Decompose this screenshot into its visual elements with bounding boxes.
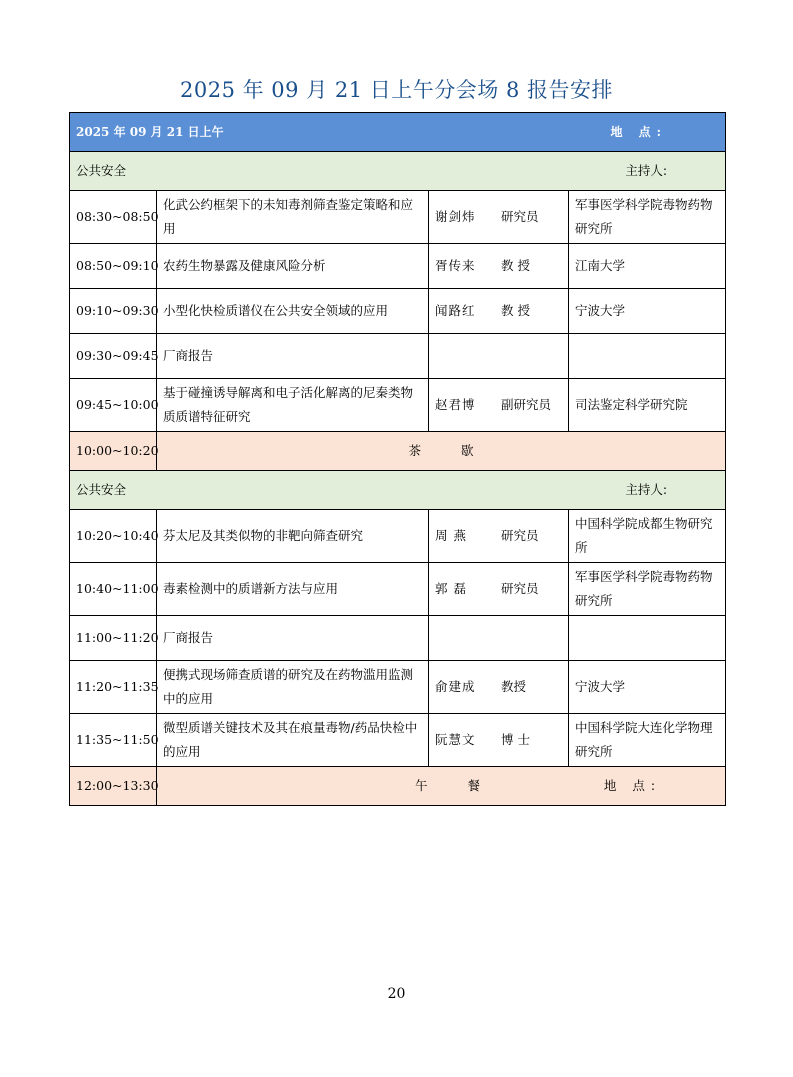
- speaker-institution: 中国科学院成都生物研究所: [569, 510, 726, 563]
- table-row: [70, 616, 726, 661]
- talk-topic: 化武公约框架下的未知毒剂筛查鉴定策略和应用: [157, 191, 429, 244]
- speaker-institution: 宁波大学: [569, 661, 726, 714]
- speaker-position: 研究员: [501, 209, 539, 224]
- speaker-position: 博 士: [501, 732, 530, 747]
- speaker-name: 郭 磊: [435, 581, 467, 596]
- speaker-position: 研究员: [501, 581, 539, 596]
- talk-topic: 厂商报告: [157, 616, 429, 661]
- header-location-label: 地 点:: [610, 125, 668, 139]
- table-row: [70, 379, 726, 432]
- speaker-institution: 宁波大学: [569, 289, 726, 334]
- talk-topic: 小型化快检质谱仪在公共安全领域的应用: [157, 289, 429, 334]
- talk-time: 08:50~09:10: [70, 244, 157, 289]
- tea-break-time: 10:00~10:20: [70, 432, 157, 471]
- speaker-position: 副研究员: [501, 397, 552, 412]
- header-date: 2025 年 09 月 21 日上午: [76, 125, 224, 139]
- speaker-position: 教 授: [501, 303, 530, 318]
- tea-break-row: [70, 432, 726, 471]
- page-number: 20: [387, 986, 406, 1002]
- speaker-institution: [569, 334, 726, 379]
- section-name: 公共安全: [76, 163, 127, 178]
- talk-topic: 农药生物暴露及健康风险分析: [157, 244, 429, 289]
- table-header-row: [70, 113, 726, 152]
- speaker-name: 谢剑炜: [435, 209, 476, 224]
- table-row: [70, 563, 726, 616]
- speaker-name: 阮慧文: [435, 732, 476, 747]
- speaker-institution: 军事医学科学院毒物药物研究所: [569, 563, 726, 616]
- table-row: [70, 289, 726, 334]
- page-title: 2025 年 09 月 21 日上午分会场 8 报告安排: [180, 78, 613, 102]
- table-row: [70, 661, 726, 714]
- lunch-label: 午 餐: [415, 778, 498, 793]
- section-name: 公共安全: [76, 482, 127, 497]
- talk-time: 10:40~11:00: [70, 563, 157, 616]
- schedule-table: [69, 112, 726, 806]
- talk-topic: 厂商报告: [157, 334, 429, 379]
- talk-time: 09:30~09:45: [70, 334, 157, 379]
- talk-time: 11:35~11:50: [70, 714, 157, 767]
- talk-topic: 毒素检测中的质谱新方法与应用: [157, 563, 429, 616]
- tea-break-label: 茶 歇: [157, 432, 726, 471]
- speaker-institution: [569, 616, 726, 661]
- lunch-row: [70, 767, 726, 806]
- speaker-name: 周 燕: [435, 528, 467, 543]
- talk-time: 11:20~11:35: [70, 661, 157, 714]
- speaker-institution: 司法鉴定科学研究院: [569, 379, 726, 432]
- talk-topic: 微型质谱关键技术及其在痕量毒物/药品快检中的应用: [157, 714, 429, 767]
- table-row: [70, 191, 726, 244]
- talk-topic: 芬太尼及其类似物的非靶向筛查研究: [157, 510, 429, 563]
- speaker-position: 研究员: [501, 528, 539, 543]
- host-label: 主持人:: [625, 482, 668, 497]
- speaker-position: 教授: [501, 679, 527, 694]
- speaker-institution: 中国科学院大连化学物理研究所: [569, 714, 726, 767]
- speaker-position: 教 授: [501, 258, 530, 273]
- talk-time: 09:10~09:30: [70, 289, 157, 334]
- talk-topic: 基于碰撞诱导解离和电子活化解离的尼秦类物质质谱特征研究: [157, 379, 429, 432]
- speaker-institution: 军事医学科学院毒物药物研究所: [569, 191, 726, 244]
- section-row: [70, 152, 726, 191]
- talk-time: 08:30~08:50: [70, 191, 157, 244]
- speaker-name: 闻路红: [435, 303, 476, 318]
- talk-time: 09:45~10:00: [70, 379, 157, 432]
- talk-time: 11:00~11:20: [70, 616, 157, 661]
- table-row: [70, 714, 726, 767]
- speaker-name: 赵君博: [435, 397, 476, 412]
- speaker-name: 俞建成: [435, 679, 476, 694]
- section-row: [70, 471, 726, 510]
- table-row: [70, 244, 726, 289]
- talk-topic: 便携式现场筛查质谱的研究及在药物滥用监测中的应用: [157, 661, 429, 714]
- lunch-location-label: 地 点:: [603, 778, 662, 793]
- speaker-institution: 江南大学: [569, 244, 726, 289]
- lunch-time: 12:00~13:30: [70, 767, 157, 806]
- speaker-name: 胥传来: [435, 258, 476, 273]
- talk-time: 10:20~10:40: [70, 510, 157, 563]
- host-label: 主持人:: [625, 163, 668, 178]
- table-row: [70, 334, 726, 379]
- table-row: [70, 510, 726, 563]
